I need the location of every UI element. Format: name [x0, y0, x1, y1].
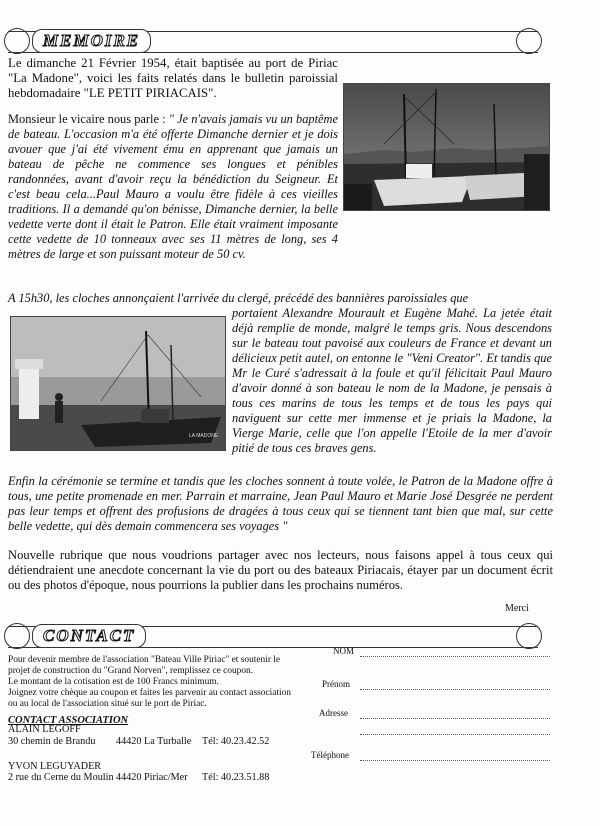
new-section-paragraph — [8, 548, 553, 593]
clergy-text-top: A 15h30, les cloches annonçaient l'arrivée du clergé, précédé des bannières paroissiales que — [8, 291, 469, 305]
fee-text: Le montant de la cotisation est de 100 Francs minimum. — [8, 677, 219, 687]
harbour-boats-photo — [343, 83, 550, 211]
thanks-text: Merci — [505, 603, 529, 614]
contact-association-title: CONTACT ASSOCIATION — [8, 715, 129, 726]
contact-title: CONTACT — [32, 624, 146, 648]
contact-1-phone: Tél: 40.23.42.52 — [202, 736, 270, 747]
contact-1-name: ALAIN LEGOFF — [8, 724, 81, 735]
ceremony-paragraph — [8, 474, 553, 534]
vicar-lead: Monsieur le vicaire nous parle : — [8, 112, 169, 126]
intro-text: Le dimanche 21 Février 1954, était baptisée au port de Piriac "La Madone", voici les faits relatés dans le bulletin paroissial hebdomadaire "LE PETIT PIRIACAIS". — [8, 56, 338, 100]
intro-paragraph — [8, 56, 338, 101]
contact-2-phone: Tél: 40.23.51.88 — [202, 772, 270, 783]
nom-label: NOM — [333, 646, 355, 656]
prenom-field[interactable] — [360, 689, 550, 690]
membership-text: Pour devenir membre de l'association "Bateau Ville Piriac" et soutenir le projet de construction du "Grand Norven", remplissez ce coupon. — [8, 655, 281, 676]
contact-banner-right-cap — [516, 623, 542, 649]
boat-name-label: LA MADONE — [189, 433, 219, 439]
christening-image — [11, 317, 226, 451]
contact-2-name: YVON LEGUYADER — [8, 761, 102, 772]
clergy-text-right: portaient Alexandre Mourault et Eugène Mahé. La jetée était déjà remplie de monde, malgré le temps gris. Nous descendons sur le bateau tout pavoisé aux couleurs de France et devant un délicieux petit autel, on entonne le "Veni Creator". Et tandis que Mr le Curé s'adressait à la foule et qu'il félicitait Paul Mauro d'avoir donné à son bateau le nom de la Madone, je pensais à tous ces marins de tous les temps et de tous les pays qui naviguent sur cette mer immense et je priais la Madone, la Vierge Marie, celle que l'on appelle l'Etoile de la mer d'avoir pitié de tous ces braves gens. — [232, 306, 552, 455]
adresse-field-2[interactable] — [360, 734, 550, 735]
ceremony-text: Enfin la cérémonie se termine et tandis que les cloches sonnent à toute volée, le Patron de la Madone offre à tous, une petite promenade en mer. Parrain et marraine, Jean Paul Mauro et Marie José Desgrée ne perdent pas leur temps et offrent des profusions de dragées à tous ceux qui se tiennent tant bien que mal, sur cette belle vedette, qui dès demain commencera ses voyages " — [8, 474, 553, 533]
send-text: Joignez votre chèque au coupon et faites les parvenir au contact association ou au local de l'association situé sur le port de Piriac. — [8, 688, 291, 709]
clergy-paragraph-right — [232, 306, 552, 456]
new-section-text: Nouvelle rubrique que nous voudrions partager avec nos lecteurs, nous faisons appel à tous ceux qui détiendraient une anecdote concernant la vie du port ou des bateaux Piriacais, étayer par un document écrit ou des photos d'époque, nous pourrions la publier dans les prochains numéros. — [8, 548, 553, 592]
contact-2-city: 44420 Piriac/Mer — [116, 772, 188, 783]
prenom-label: Prénom — [322, 679, 350, 689]
telephone-field[interactable] — [360, 760, 550, 761]
clergy-paragraph-top — [8, 291, 552, 306]
vicar-paragraph-top — [8, 112, 338, 262]
adresse-label: Adresse — [319, 708, 348, 718]
memoire-title: MEMOIRE — [32, 29, 151, 53]
contact-1-street: 30 chemin de Brandu — [8, 736, 96, 747]
banner-right-cap — [516, 28, 542, 54]
contact-banner-left-cap — [4, 623, 30, 649]
adresse-field-1[interactable] — [360, 718, 550, 719]
contact-banner — [8, 626, 538, 648]
banner-left-cap — [4, 28, 30, 54]
telephone-label: Téléphone — [311, 750, 349, 760]
contact-1-city: 44420 La Turballe — [116, 736, 192, 747]
contact-2-street: 2 rue du Cerne du Moulin — [8, 772, 114, 783]
vicar-quote: " Je n'avais jamais vu un baptême de bateau. L'occasion m'a été offerte Dimanche dernier et je dois avouer que j'ai été vivement ému en apprenant que jamais un bateau de pêche ne commence ses longues et pénibles randonnées, avant d'avoir reçu la bénédiction du Seigneur. Et c'est beau cela...Paul Mauro a voulu être fidèle à ces vieilles traditions. Il a demandé qu'on bénisse, Dimanche dernier, la belle vedette verte dont il était le Patron. Elle était vraiment imposante cette vedette de 10 tonneaux avec ses 11 mètres de long, ses 4 mètres de large et son puissant moteur de 50 cv. — [8, 112, 338, 261]
christening-photo — [10, 316, 226, 451]
harbour-boats-image — [344, 84, 550, 211]
vicar-text-wrapped — [8, 112, 338, 262]
memoire-banner — [8, 31, 538, 53]
nom-field[interactable] — [360, 656, 550, 657]
membership-info — [8, 655, 298, 710]
